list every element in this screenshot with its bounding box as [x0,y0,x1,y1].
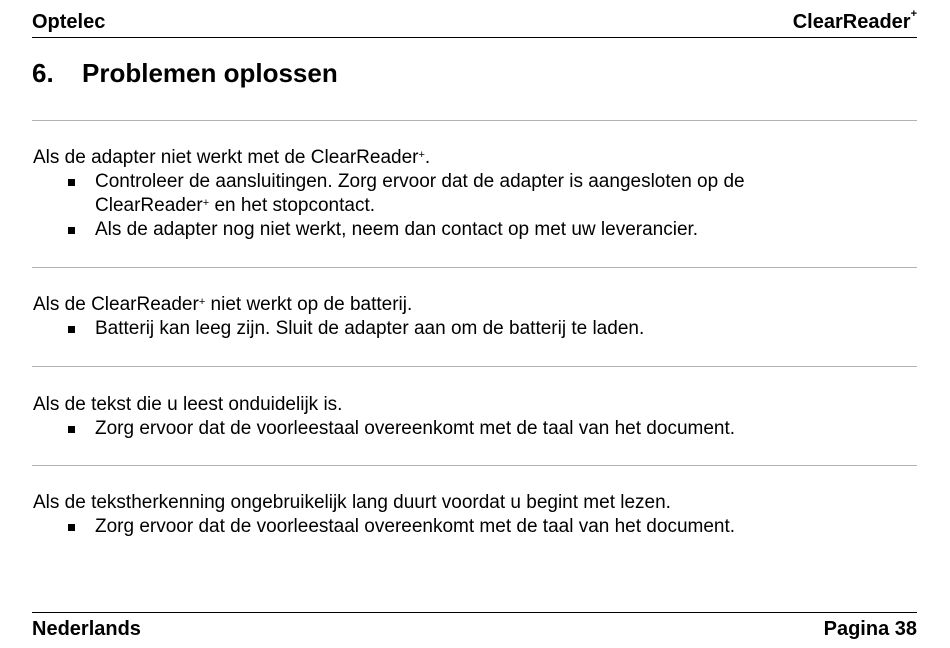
bullet-list [33,515,920,539]
bullet-list [33,170,920,242]
bullet-list [33,317,920,341]
bullet-square-icon [68,227,75,234]
list-item: Zorg ervoor dat de voorleestaal overeenkomt met de taal van het document. [33,417,920,441]
list-item: Controleer de aansluitingen. Zorg ervoor dat de adapter is aangesloten op de ClearReader+ en het stopcontact. [33,170,920,218]
bullet-square-icon [68,426,75,433]
section-intro: Als de tekst die u leest onduidelijk is. [33,394,343,415]
chapter-number: 6. [32,58,54,88]
bullet-square-icon [68,524,75,531]
bullet-square-icon [68,179,75,186]
section-intro: Als de adapter niet werkt met de ClearReader+. [33,147,431,168]
list-item: Batterij kan leeg zijn. Sluit de adapter aan om de batterij te laden. [33,317,920,341]
company-name: Optelec [32,11,106,33]
page-footer [32,612,917,643]
page-title [32,58,338,89]
section-intro: Als de ClearReader+ niet werkt op de batterij. [33,294,413,315]
section-divider [32,267,917,268]
bullet-list [33,417,920,441]
section-divider [32,120,917,121]
list-item: Als de adapter nog niet werkt, neem dan contact op met uw leverancier. [33,218,920,242]
troubleshoot-adapter [33,146,920,242]
section-divider [32,366,917,367]
troubleshoot-unclear-text [33,393,920,441]
page-header [32,8,917,38]
chapter-title: Problemen oplossen [82,58,338,88]
troubleshoot-slow-recognition [33,491,920,539]
footer-language: Nederlands [32,618,141,640]
section-intro: Als de tekstherkenning ongebruikelijk lang duurt voordat u begint met lezen. [33,492,671,513]
troubleshoot-battery [33,293,920,341]
list-item: Zorg ervoor dat de voorleestaal overeenkomt met de taal van het document. [33,515,920,539]
page-number: Pagina 38 [823,618,917,640]
product-name: ClearReader+ [792,8,917,33]
section-divider [32,465,917,466]
bullet-square-icon [68,326,75,333]
